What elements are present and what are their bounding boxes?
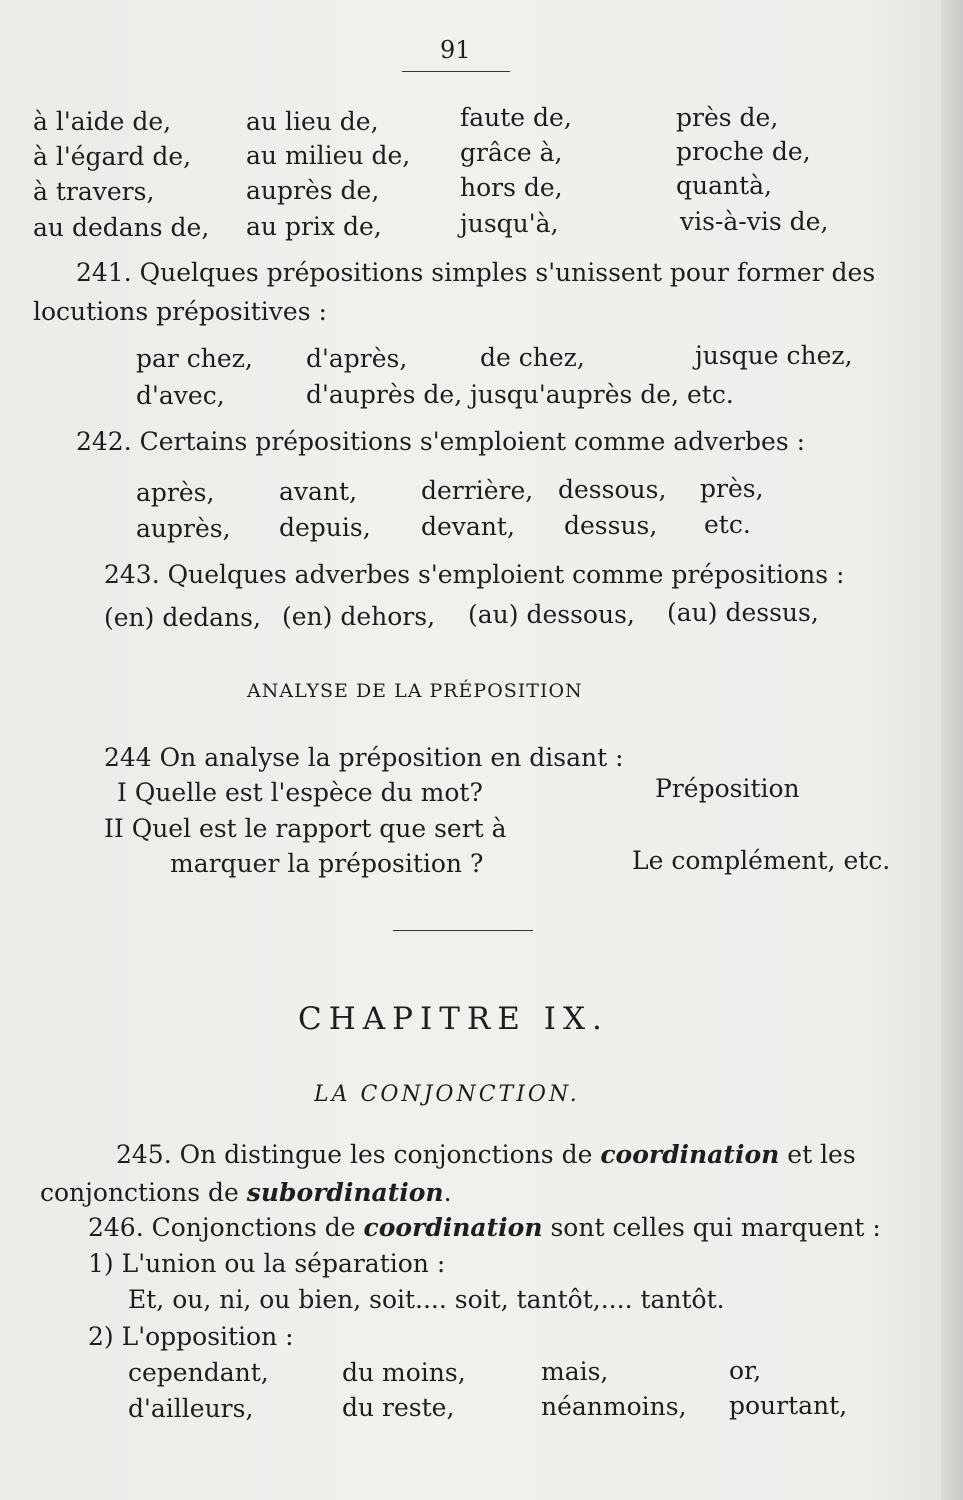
chapter-title: CHAPITRE IX. [298,1001,609,1037]
p242-cell: auprès, [136,514,231,543]
analyse-answer-1: Préposition [655,774,800,803]
p242-cell: après, [136,478,215,507]
p242-cell: derrière, [421,476,534,505]
p241-cell: jusque chez, [695,341,853,370]
p242-cell: devant, [421,512,515,541]
list1-cell: à l'égard de, [33,142,192,171]
page-gutter [941,0,963,1500]
p242-cell: dessus, [564,511,658,540]
p242-cell: depuis, [279,513,371,542]
analyse-heading: ANALYSE DE LA PRÉPOSITION [247,680,583,702]
paragraph-241-line1: 241. Quelques prépositions simples s'unissent pour former des [76,258,876,287]
p241-cell: de chez, [480,343,585,372]
list1-cell: près de, [676,103,779,132]
p243-cell: (au) dessous, [468,600,635,629]
analyse-question-1: I Quelle est l'espèce du mot? [117,778,483,807]
list1-cell: à travers, [33,177,155,206]
analyse-intro: 244 On analyse la préposition en disant : [104,743,624,772]
paragraph-245-line1: 245. On distingue les conjonctions de coordination et les [116,1140,856,1169]
p246-cell: d'ailleurs, [128,1394,254,1423]
analyse-question-2-cont: marquer la préposition ? [170,849,484,878]
list1-cell: au dedans de, [33,213,210,242]
paragraph-246-line1: 246. Conjonctions de coordination sont celles qui marquent : [88,1213,881,1242]
list1-cell: jusqu'à, [460,209,559,238]
section-divider [393,930,533,931]
p241-cell: d'après, [306,344,408,373]
list1-cell: à l'aide de, [33,107,172,136]
term-coordination: coordination [363,1213,543,1242]
item-2-label: 2) L'opposition : [88,1322,294,1351]
p246-cell: néanmoins, [541,1392,687,1421]
list1-cell: auprès de, [246,176,380,205]
paragraph-241-line2: locutions prépositives : [33,297,327,326]
list1-cell: grâce à, [460,138,563,167]
p246-cell: du reste, [342,1393,455,1422]
list1-cell: au lieu de, [246,107,379,136]
term-subordination: subordination [246,1178,444,1207]
item-1-label: 1) L'union ou la séparation : [88,1249,446,1278]
term-coordination: coordination [600,1140,780,1169]
p241-cell: par chez, [136,344,253,373]
p241-cell: d'avec, [136,381,225,410]
p242-cell: dessous, [558,475,667,504]
p243-cell: (en) dedans, [104,603,261,632]
list1-cell: proche de, [676,137,811,166]
p243-cell: (en) dehors, [282,602,436,631]
list1-cell: hors de, [460,173,563,202]
paragraph-242-line1: 242. Certains prépositions s'emploient comme adverbes : [76,427,806,456]
list1-cell: au milieu de, [246,141,411,170]
p246-cell: mais, [541,1357,609,1386]
page-number-rule [402,71,510,72]
list1-cell: faute de, [460,103,572,132]
list1-cell: quantà, [676,171,773,200]
chapter-subtitle: LA CONJONCTION. [314,1082,580,1107]
p246-cell: or, [729,1356,762,1385]
list1-cell: au prix de, [246,212,382,241]
p242-cell: etc. [704,510,751,539]
list1-cell: vis-à-vis de, [680,207,829,236]
analyse-question-2: II Quel est le rapport que sert à [104,814,507,843]
paragraph-243-line1: 243. Quelques adverbes s'emploient comme prépositions : [104,560,845,589]
item-1-text: Et, ou, ni, ou bien, soit.... soit, tantôt,.... tantôt. [128,1285,725,1314]
p246-cell: cependant, [128,1358,269,1387]
p243-cell: (au) dessus, [667,598,819,627]
p241-cell: d'auprès de, jusqu'auprès de, etc. [306,380,734,409]
p242-cell: avant, [279,477,358,506]
paragraph-245-line2: conjonctions de subordination. [40,1178,452,1207]
analyse-answer-2: Le complément, etc. [632,846,891,875]
page-number: 91 [440,36,471,64]
p246-cell: du moins, [342,1358,466,1387]
p242-cell: près, [700,474,764,503]
p246-cell: pourtant, [729,1391,848,1420]
